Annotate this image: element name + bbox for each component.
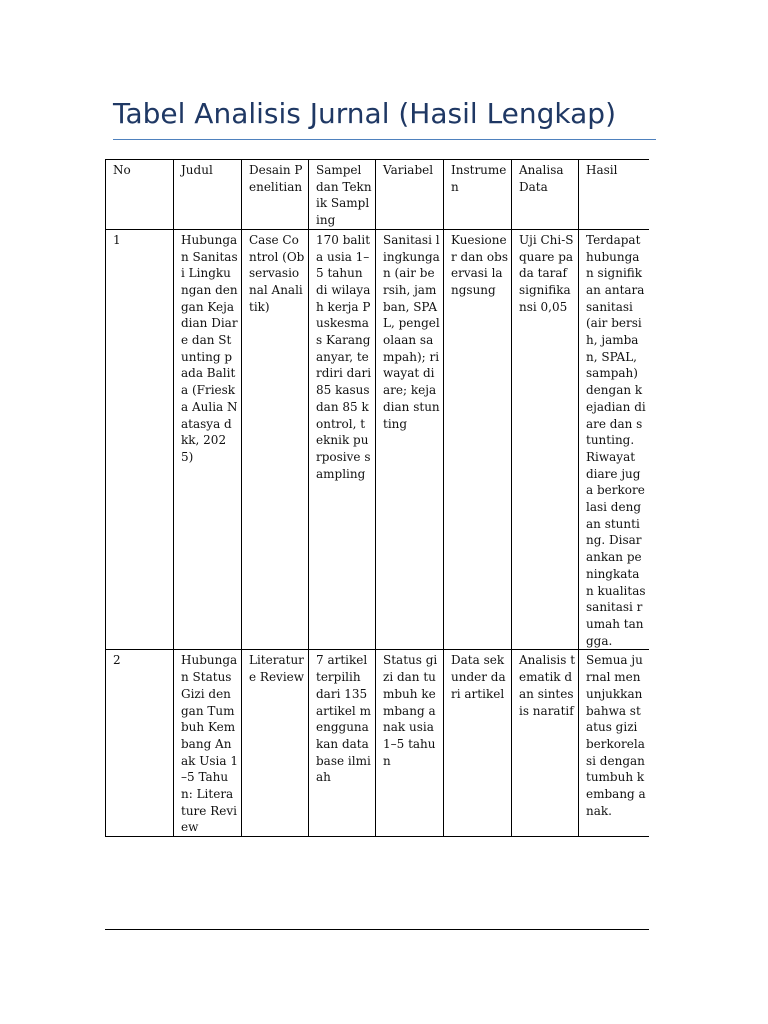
cell-variabel: Sanitasi lingkungan (air bersih, jamban, SPAL, pengelolaan sampah); riwayat diare; kejadian stunting — [376, 229, 444, 650]
header-instrumen: Instrumen — [444, 160, 512, 230]
cell-judul: Hubungan Sanitasi Lingkungan dengan Kejadian Diare dan Stunting pada Balita (Frieska Aulia Natasya dkk, 2025) — [174, 229, 242, 650]
cell-analisa: Analisis tematik dan sintesis naratif — [512, 650, 579, 837]
cell-judul: Hubungan Status Gizi dengan Tumbuh Kembang Anak Usia 1–5 Tahun: Literature Review — [174, 650, 242, 837]
header-no: No — [106, 160, 174, 230]
cell-hasil: Terdapat hubungan signifikan antara sanitasi (air bersih, jamban, SPAL, sampah) dengan kejadian diare dan stunting. Riwayat diare juga berkorelasi dengan stunting. Disarankan peningkatan kualitas sanitasi rumah tangga. — [579, 229, 650, 650]
cell-no: 1 — [106, 229, 174, 650]
journal-analysis-table — [105, 159, 649, 837]
cell-analisa: Uji Chi-Square pada taraf signifikansi 0,05 — [512, 229, 579, 650]
cell-instrumen: Kuesioner dan observasi langsung — [444, 229, 512, 650]
table-row — [106, 229, 650, 650]
cell-desain: Case Control (Observasional Analitik) — [242, 229, 309, 650]
cell-no: 2 — [106, 650, 174, 837]
header-analisa: Analisa Data — [512, 160, 579, 230]
header-judul: Judul — [174, 160, 242, 230]
cell-variabel: Status gizi dan tumbuh kembang anak usia 1–5 tahun — [376, 650, 444, 837]
cell-hasil: Semua jurnal menunjukkan bahwa status gizi berkorelasi dengan tumbuh kembang anak. — [579, 650, 650, 837]
title-underline — [113, 139, 656, 140]
header-desain: Desain Penelitian — [242, 160, 309, 230]
journal-analysis-table-container[interactable] — [105, 159, 649, 930]
cell-sampel: 170 balita usia 1–5 tahun di wilayah kerja Puskesmas Karanganyar, terdiri dari 85 kasus dan 85 kontrol, teknik purposive sampling — [309, 229, 376, 650]
cell-sampel: 7 artikel terpilih dari 135 artikel menggunakan database ilmiah — [309, 650, 376, 837]
table-row — [106, 650, 650, 837]
header-sampel: Sampel dan Teknik Sampling — [309, 160, 376, 230]
table-header-row — [106, 160, 650, 230]
cell-instrumen: Data sekunder dari artikel — [444, 650, 512, 837]
header-hasil: Hasil — [579, 160, 650, 230]
document-title: Tabel Analisis Jurnal (Hasil Lengkap) — [113, 97, 617, 130]
header-variabel: Variabel — [376, 160, 444, 230]
cell-desain: Literature Review — [242, 650, 309, 837]
